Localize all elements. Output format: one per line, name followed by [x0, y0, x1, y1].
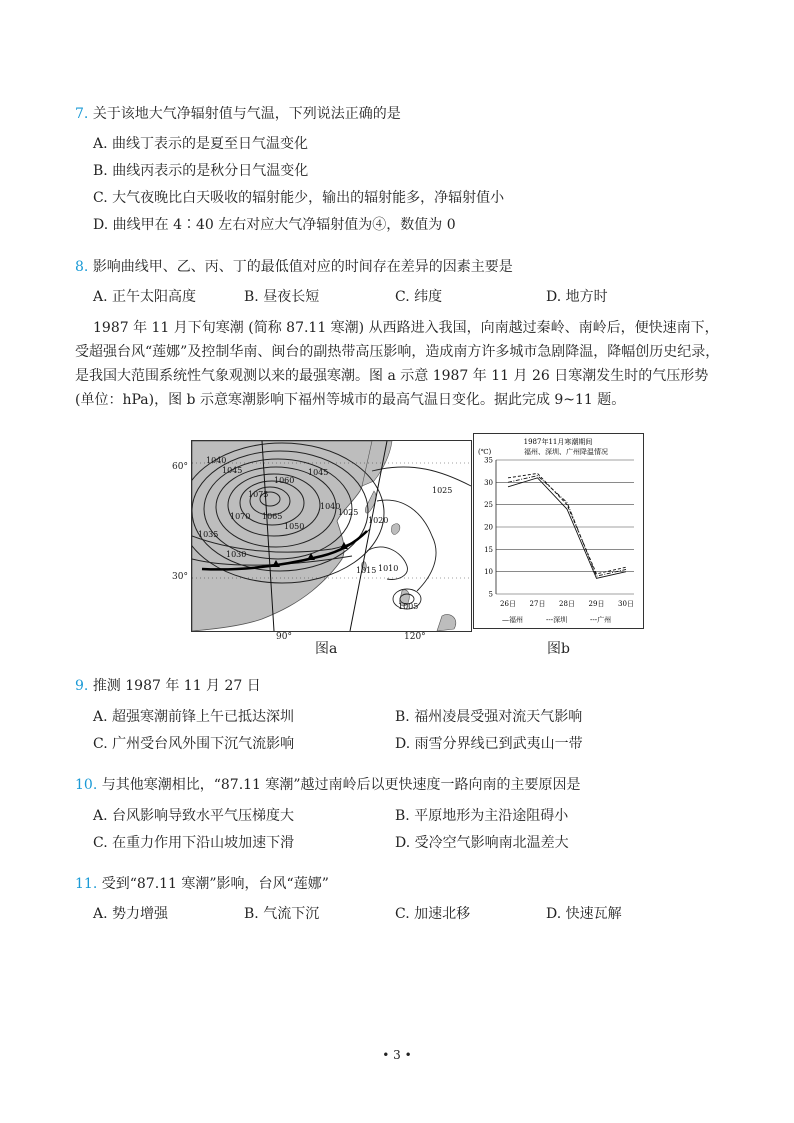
isobar-label: 1025	[432, 486, 453, 495]
x-tick-label: 29日	[588, 600, 605, 608]
y-tick-label: 10	[484, 568, 493, 577]
question-8-option-b: B. 昼夜长短	[244, 289, 320, 305]
x-tick-label: 30日	[618, 600, 634, 608]
isobar-label: 1025	[338, 508, 359, 517]
series-line-深圳	[508, 473, 626, 574]
isobar-label: 1005	[398, 602, 419, 611]
temperature-chart-svg	[474, 434, 643, 628]
question-11-option-c: C. 加速北移	[395, 906, 471, 922]
question-8-number: 8.	[75, 259, 89, 275]
lat-label-60: 60°	[172, 462, 188, 472]
chart-title: 1987年11月寒潮期间	[523, 438, 593, 446]
pressure-map-svg	[192, 441, 471, 631]
isobar-label: 1050	[284, 522, 305, 531]
y-tick-label: 35	[484, 456, 493, 465]
legend-guangzhou: ---广州	[590, 616, 612, 624]
isobar-label: 1010	[378, 564, 399, 573]
island-japan	[392, 524, 400, 535]
question-11-option-b: B. 气流下沉	[244, 906, 320, 922]
question-8-option-c: C. 纬度	[395, 289, 443, 305]
question-9-option-c: C. 广州受台风外围下沉气流影响	[93, 736, 295, 752]
question-9-option-d: D. 雨雪分界线已到武夷山一带	[395, 736, 583, 752]
question-10-stem	[75, 775, 581, 795]
question-9-option-a: A. 超强寒潮前锋上午已抵达深圳	[93, 709, 295, 725]
series-line-广州	[508, 476, 626, 576]
isobar-label: 1065	[262, 512, 283, 521]
isobar-label: 1060	[274, 476, 295, 485]
isobar-label: 1045	[222, 466, 243, 475]
figure-b-caption: 图b	[547, 641, 570, 657]
x-tick-label: 28日	[559, 600, 575, 608]
question-7-option-a: A. 曲线丁表示的是夏至日气温变化	[93, 136, 309, 152]
isobar-label: 1040	[320, 502, 341, 511]
question-11-option-a: A. 势力增强	[93, 906, 169, 922]
y-tick-label: 5	[488, 590, 493, 599]
question-9-text: 推测 1987 年 11 月 27 日	[92, 678, 261, 694]
question-8-option-a: A. 正午太阳高度	[93, 289, 197, 305]
question-10-number: 10.	[75, 777, 98, 793]
question-11-stem	[75, 874, 329, 894]
question-10-option-d: D. 受冷空气影响南北温差大	[395, 835, 569, 851]
x-tick-label: 26日	[500, 600, 516, 608]
figure-a-pressure-map	[191, 440, 472, 632]
lon-label-120: 120°	[404, 632, 426, 642]
isobar-label: 1015	[356, 566, 377, 575]
legend-shenzhen: ---深圳	[546, 616, 568, 624]
isobar-label: 1030	[226, 550, 247, 559]
y-tick-label: 25	[484, 501, 493, 510]
page-number: • 3 •	[382, 1048, 412, 1062]
question-7-option-d: D. 曲线甲在 4∶40 左右对应大气净辐射值为④，数值为 0	[93, 217, 456, 233]
isobar-label: 1070	[230, 512, 251, 521]
isobar-label: 1040	[206, 456, 227, 465]
island-south	[437, 614, 456, 631]
isobar-ocean-2	[377, 500, 436, 591]
y-tick-label: 30	[484, 478, 493, 487]
question-11-option-d: D. 快速瓦解	[546, 906, 622, 922]
chart-subtitle: 福州、深圳、广州降温情况	[524, 448, 608, 456]
legend-fuzhou: —福州	[502, 616, 523, 624]
x-tick-label: 27日	[529, 600, 546, 608]
lon-label-90: 90°	[276, 632, 292, 642]
lat-label-30: 30°	[172, 572, 188, 582]
figure-a-caption: 图a	[315, 641, 338, 657]
question-9-number: 9.	[75, 678, 89, 694]
question-7-option-b: B. 曲线丙表示的是秋分日气温变化	[93, 163, 309, 179]
question-8-option-d: D. 地方时	[546, 289, 608, 305]
isobar-label: 1035	[198, 530, 219, 539]
y-tick-label: 20	[484, 523, 493, 532]
question-10-option-a: A. 台风影响导致水平气压梯度大	[93, 808, 295, 824]
isobar-label: 1020	[368, 516, 389, 525]
question-10-option-b: B. 平原地形为主沿途阻碍小	[395, 808, 569, 824]
series-line-福州	[508, 478, 626, 579]
question-7-text: 关于该地大气净辐射值与气温，下列说法正确的是	[92, 106, 401, 122]
question-11-number: 11.	[75, 876, 98, 892]
isobar-label: 1045	[308, 468, 329, 477]
question-9-stem	[75, 676, 261, 696]
question-10-text: 与其他寒潮相比，“87.11 寒潮”越过南岭后以更快速度一路向南的主要原因是	[101, 777, 581, 793]
passage-text: 1987 年 11 月下旬寒潮 (简称 87.11 寒潮) 从西路进入我国，向南越过秦岭、南岭后，便快速南下，受超强台风“莲娜”及控制华南、闽台的副热带高压影响，造成南方许多城市急剧降温，降幅创历史纪录，是我国大范围系统性气象观测以来的最强寒潮。图 a 示意 1987 年 11 月 26 日寒潮发生时的气压形势 (单位：hPa)，图 b 示意寒潮影响下福州等城市的最高气温日变化。据此完成 9~11 题。	[75, 320, 720, 408]
y-tick-label: 15	[484, 545, 493, 554]
question-7-option-c: C. 大气夜晚比白天吸收的辐射能少，输出的辐射能多，净辐射值小	[93, 190, 505, 206]
question-7-stem	[75, 104, 401, 124]
isobar-label: 1075	[248, 490, 269, 499]
question-10-option-c: C. 在重力作用下沿山坡加速下滑	[93, 835, 295, 851]
chart-ylabel: (℃)	[478, 448, 492, 456]
isobar-ocean-1	[372, 467, 471, 486]
question-8-stem	[75, 257, 513, 277]
question-7-number: 7.	[75, 106, 89, 122]
question-9-option-b: B. 福州凌晨受强对流天气影响	[395, 709, 583, 725]
question-11-text: 受到“87.11 寒潮”影响，台风“莲娜”	[101, 876, 329, 892]
figure-b-chart	[473, 433, 644, 629]
question-8-text: 影响曲线甲、乙、丙、丁的最低值对应的时间存在差异的因素主要是	[92, 259, 513, 275]
